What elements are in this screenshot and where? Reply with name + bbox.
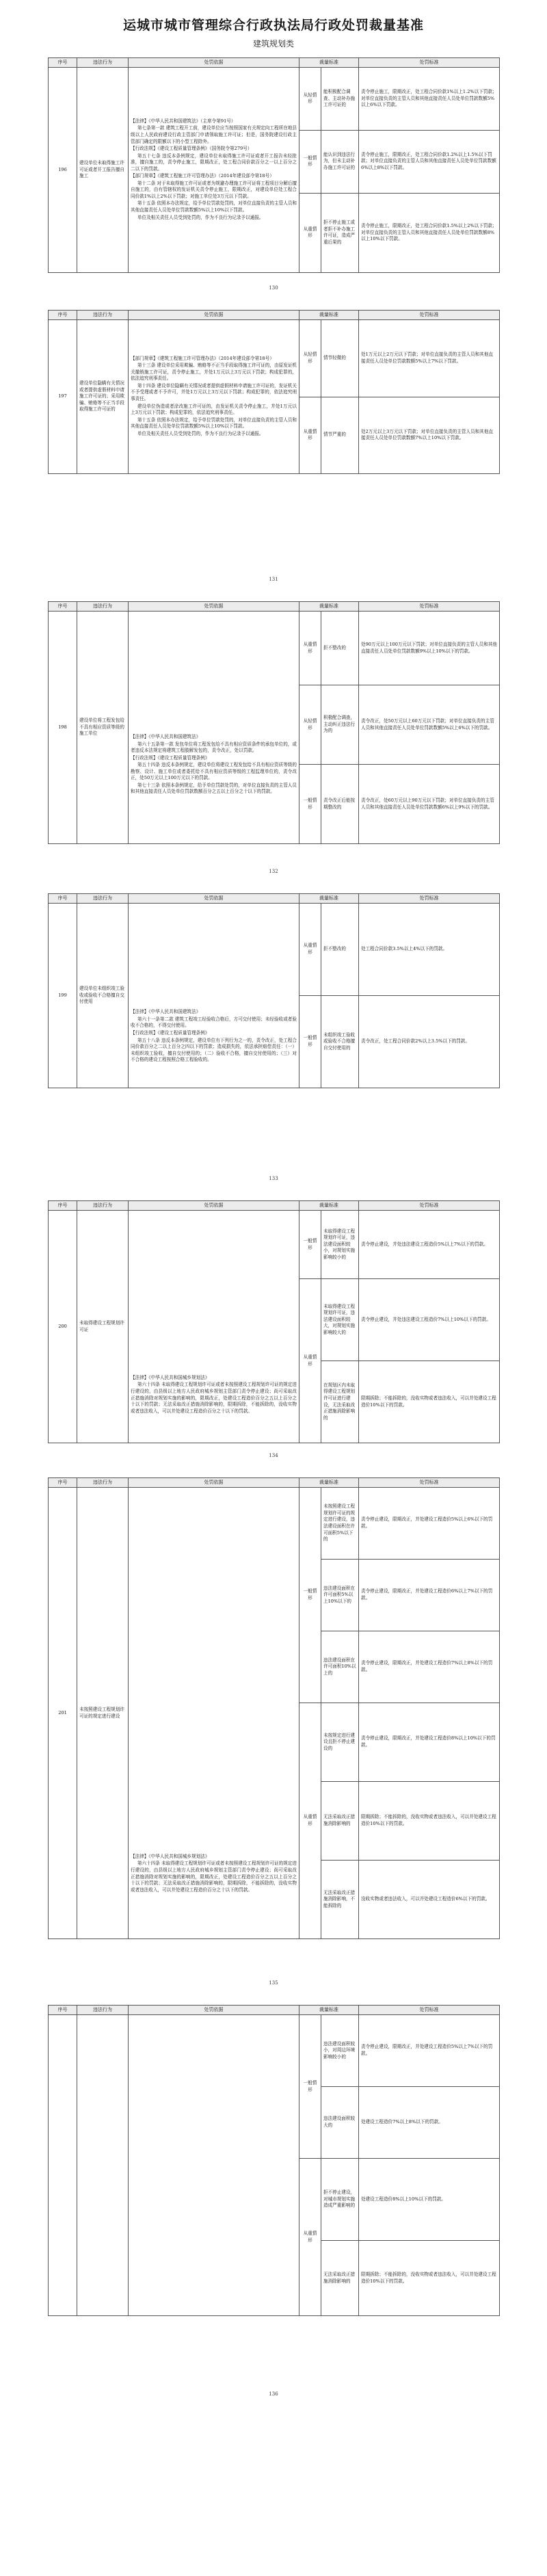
penalty-table-196 (48, 57, 500, 273)
table-row (49, 68, 500, 131)
level-cell: 从重情形 (299, 397, 321, 474)
penalty-cell: 责令改正，处60万元以上90万元以下罚款；对单位直接负责的主管人员和其他直接责任人员处单位罚款数额6%以上9%以下的罚款。 (359, 765, 500, 844)
col-header-penalty: 处罚标准 (359, 1478, 500, 1488)
col-header-basis: 处罚依据 (129, 1201, 299, 1211)
col-header-criteria: 裁量标准 (299, 2006, 359, 2015)
col-header-no: 序号 (49, 311, 77, 320)
criteria-cell: 拒不停止建设，对城市规划实施造成严重影响的 (321, 2159, 359, 2241)
basis-paragraph: 第七条第一款 建筑工程开工前，建设单位应当按照国家有关规定向工程所在地县级以上人民政府建设行政主管部门申请领取施工许可证；但是，国务院建设行政主管部门确定的限额以下的小型工程除外。 (131, 125, 297, 144)
penalty-table-198 (48, 601, 500, 844)
criteria-cell: 无法采取改正措施消除影响，不能拆除的 (321, 1861, 359, 1939)
page-number: 132 (269, 869, 278, 874)
penalty-table-200 (48, 1200, 500, 1443)
basis-paragraph: 第五十四条 违反本条例规定，建设单位将建设工程发包给不具有相应资质等级的勘察、设计、施工单位或者委托给不具有相应资质等级的工程监理单位的，责令改正，处50万元以上100万元以下的罚款。 (131, 762, 297, 781)
violation-cell: 建设单位未取得施工许可证或者开工报告擅自施工 (77, 68, 129, 273)
basis-paragraph: 第七十三条 依照本条例规定，给予单位罚款处罚的，对单位直接负责的主管人员和其他直接责任人员处单位罚款数额百分之五以上百分之十以下的罚款。 (131, 782, 297, 795)
criteria-cell: 能认识到违法行为，但未主动补办施工许可证的 (321, 130, 359, 193)
criteria-cell: 拒不停止施工或者拒不补办施工许可证，造成严重后果的 (321, 193, 359, 272)
basis-cell (129, 1488, 299, 1939)
item-number (49, 2015, 77, 2316)
penalty-cell: 责令停止建设，限期改正，并处建设工程造价5%以上6%以下的罚款。 (359, 1488, 500, 1560)
penalty-cell: 责令停止建设，限期改正，并处建设工程造价6%以上7%以下的罚款。 (359, 1560, 500, 1631)
basis-paragraph: 【法律】《中华人民共和国城乡规划法》 (131, 1853, 210, 1859)
penalty-cell: 责令停止施工，限期改正，处工程合同价款1.5%以上2%以下罚款；对单位直接负责的主管人员和其他直接责任人员处单位罚款数额8%以上10%以下罚款。 (359, 193, 500, 272)
basis-cell (129, 612, 299, 844)
violation-cell: 未按照建设工程规划许可证的规定进行建设 (77, 1488, 129, 1939)
basis-paragraph: 第六十一条第二款 建筑工程竣工经验收合格后，方可交付使用；未经验收或者验收不合格的，不得交付使用。 (131, 1016, 297, 1029)
col-header-criteria: 裁量标准 (299, 1478, 359, 1488)
col-header-criteria: 裁量标准 (299, 311, 359, 320)
col-header-penalty: 处罚标准 (359, 58, 500, 68)
col-header-no: 序号 (49, 58, 77, 68)
penalty-cell: 责令停止建设，限期改正，并处建设工程造价7%以上8%以下的罚款。 (359, 1631, 500, 1703)
page-number: 131 (269, 577, 278, 582)
penalty-table-199 (48, 893, 500, 1088)
criteria-cell: 能积极配合调查、主动补办施工许可证的 (321, 68, 359, 131)
penalty-cell: 责令改正，处50万元以上60万元以下罚款；对单位直接负责的主管人员和其他直接责任人员处单位罚款数额5%以上6%以下的罚款。 (359, 685, 500, 765)
col-header-violation: 违法行为 (77, 602, 129, 612)
penalty-cell: 处建设工程造价7%以上8%以下的罚款。 (359, 2087, 500, 2159)
basis-paragraph: 第六十四条 未取得建设工程规划许可证或者未按照建设工程规划许可证的规定进行建设的，由县级以上地方人民政府城乡规划主管部门责令停止建设；尚可采取改正措施消除对规划实施的影响的，限期改正，处建设工程造价百分之五以上百分之十以下的罚款；无法采取改正措施消除影响的，限期拆除，不能拆除的，没收实物或者违法收入，可以并处建设工程造价百分之十以下的罚款。 (131, 1861, 297, 1893)
criteria-cell: 责令改正后能按期整改的 (321, 765, 359, 844)
table-header-row (49, 58, 500, 68)
basis-paragraph: 第十四条 建设单位隐瞒有关情况或者提供虚假材料申请施工许可证的，发证机关不予受理或者不予许可，并处1万元以上3万元以下罚款；构成犯罪的，依法追究刑事责任。 (131, 382, 297, 402)
table-row (49, 2015, 500, 2087)
basis-cell (129, 2015, 299, 2316)
criteria-cell: 违法建设面积在许可面积10%以上的 (321, 1631, 359, 1703)
col-header-violation: 违法行为 (77, 1478, 129, 1488)
criteria-cell: 拒不整改的 (321, 904, 359, 996)
criteria-cell: 未按规定进行建设且拒不停止建设的 (321, 1703, 359, 1782)
col-header-no: 序号 (49, 1201, 77, 1211)
criteria-cell: 未取得建设工程规划许可证，违法建设面积较小，对规划实施影响较小的 (321, 1211, 359, 1279)
col-header-penalty: 处罚标准 (359, 894, 500, 904)
level-cell: 从轻情形 (299, 320, 321, 397)
basis-paragraph: 第十五条 依照本办法规定，给予单位罚款处罚的，对单位直接负责的主管人员和其他直接责任人员处单位罚款数额5%以上10%以下罚款。 (131, 200, 297, 213)
criteria-cell: 无法采取改正措施消除影响的 (321, 2241, 359, 2316)
page-number: 133 (269, 1176, 278, 1181)
penalty-cell: 限期拆除；不能拆除的，没收实物或者违法收入，可以并处建设工程造价10%以下的罚款。 (359, 1361, 500, 1443)
penalty-table-continued (48, 2005, 500, 2316)
basis-paragraph: 【法律】《中华人民共和国建筑法》（主席令第91号） (131, 118, 236, 124)
col-header-violation: 违法行为 (77, 58, 129, 68)
basis-paragraph: 【法律】《中华人民共和国城乡规划法》 (131, 1374, 210, 1380)
violation-cell: 未取得建设工程规划许可证 (77, 1211, 129, 1443)
basis-cell (129, 904, 299, 1088)
criteria-cell: 未组织竣工验收或验收不合格擅自交付使用的 (321, 996, 359, 1088)
criteria-cell: 情节严重的 (321, 397, 359, 474)
penalty-cell: 责令停止建设，限期改正，并处建设工程造价8%以上10%以下的罚款。 (359, 1703, 500, 1782)
criteria-cell: 无法采取改正措施消除影响的 (321, 1782, 359, 1861)
level-cell: 从重情形 (299, 904, 321, 996)
table-header-row (49, 1478, 500, 1488)
penalty-cell: 限期拆除；不能拆除的，没收实物或者违法收入，可以并处建设工程造价10%以下的罚款。 (359, 1782, 500, 1861)
basis-paragraph: 【行政法规】《建设工程质量管理条例》（国务院令第279号） (131, 146, 252, 152)
level-cell: 一般情形 (299, 1211, 321, 1279)
col-header-basis: 处罚依据 (129, 1478, 299, 1488)
col-header-criteria: 裁量标准 (299, 602, 359, 612)
penalty-cell: 处90万元以上100万元以下罚款；对单位直接负责的主管人员和其他直接责任人员处单位罚款数额9%以上10%以下的罚款。 (359, 612, 500, 685)
page-number: 136 (269, 2391, 278, 2397)
item-number: 201 (49, 1488, 77, 1939)
col-header-violation: 违法行为 (77, 311, 129, 320)
basis-paragraph: 建设单位伪造或者涂改施工许可证的，由发证机关责令停止施工，并处1万元以上3万元以下罚款；构成犯罪的，依法追究刑事责任。 (131, 403, 297, 416)
document-subtitle: 建筑规划类 (252, 39, 294, 49)
col-header-criteria: 裁量标准 (299, 1201, 359, 1211)
penalty-cell: 责令改正，处工程合同价款2%以上3.5%以下的罚款。 (359, 996, 500, 1088)
criteria-cell: 拒不整改的 (321, 612, 359, 685)
penalty-cell: 处建设工程造价8%以上10%以下的罚款。 (359, 2159, 500, 2241)
criteria-cell: 在规划区内未取得建设工程规划许可证进行建设，无法采取改正措施消除影响的 (321, 1361, 359, 1443)
col-header-violation: 违法行为 (77, 2006, 129, 2015)
penalty-cell: 限期拆除；不能拆除的，没收实物或者违法收入，可以并处建设工程造价10%以下的罚款。 (359, 2241, 500, 2316)
page-number: 135 (269, 1980, 278, 1986)
violation-cell: 建设单位未组织竣工验收或验收不合格擅自交付使用 (77, 904, 129, 1088)
penalty-cell: 责令停止建设，并处违法建设工程造价7%以上10%以下的罚款。 (359, 1279, 500, 1361)
criteria-cell: 积极配合调查，主动纠正违法行为的 (321, 685, 359, 765)
basis-cell (129, 68, 299, 273)
item-number: 199 (49, 904, 77, 1088)
table-row (49, 1211, 500, 1279)
col-header-violation: 违法行为 (77, 1201, 129, 1211)
basis-cell (129, 320, 299, 474)
level-cell: 一般情形 (299, 1488, 321, 1703)
criteria-cell: 违法建设面积在许可面积5%以上10%以下的 (321, 1560, 359, 1631)
col-header-no: 序号 (49, 2006, 77, 2015)
level-cell: 从重情形 (299, 612, 321, 685)
col-header-violation: 违法行为 (77, 894, 129, 904)
level-cell: 从重情形 (299, 1279, 321, 1443)
criteria-cell: 情节轻微的 (321, 320, 359, 397)
basis-paragraph: 第六十五条第一款 发包单位将工程发包给不具有相应资质条件的承包单位的，或者违反本法规定将建筑工程肢解发包的，责令改正，处以罚款。 (131, 741, 297, 754)
level-cell: 从重情形 (299, 1703, 321, 1939)
page-number: 134 (269, 1453, 278, 1458)
level-cell: 从轻情形 (299, 68, 321, 131)
basis-paragraph: 第六十四条 未取得建设工程规划许可证或者未按照建设工程规划许可证的规定进行建设的，由县级以上地方人民政府城乡规划主管部门责令停止建设；尚可采取改正措施消除对规划实施的影响的，限期改正，处建设工程造价百分之五以上百分之十以下的罚款；无法采取改正措施消除影响的，限期拆除，不能拆除的，没收实物或者违法收入，可以并处建设工程造价百分之十以下的罚款。 (131, 1382, 297, 1414)
col-header-no: 序号 (49, 602, 77, 612)
penalty-cell: 责令停止建设，限期改正，并处建设工程造价5%以上7%以下的罚款。 (359, 2015, 500, 2087)
basis-paragraph: 【部门规章】《建筑工程施工许可管理办法》（2014年建设部令第18号） (131, 355, 274, 361)
penalty-table-201 (48, 1477, 500, 1939)
item-number: 196 (49, 68, 77, 273)
item-number: 197 (49, 320, 77, 474)
basis-paragraph: 第五十七条 违反本条例规定，建设单位未取得施工许可证或者开工报告未经批准，擅自施工的，责令停止施工，限期改正，处工程合同价款百分之一以上百分之二以下的罚款。 (131, 153, 297, 172)
item-number: 198 (49, 612, 77, 844)
basis-paragraph: 第十五条 依照本办法规定，给予单位罚款处罚的，对单位直接负责的主管人员和其他直接责任人员处单位罚款数额5%以上10%以下罚款。 (131, 417, 297, 430)
level-cell: 从轻情形 (299, 685, 321, 765)
level-cell: 从重情形 (299, 2159, 321, 2316)
table-row (49, 320, 500, 397)
criteria-cell: 违法建设面积较小，对周边环境影响较小的 (321, 2015, 359, 2087)
penalty-cell: 处2万元以上3万元以下罚款；对单位直接负责的主管人员和其他直接责任人员处单位罚款数额7%以上10%以下罚款。 (359, 397, 500, 474)
basis-paragraph: 第五十八条 违反本条例规定，建设单位有下列行为之一的，责令改正，处工程合同价款百分之二以上百分之四以下的罚款；造成损失的，依法承担赔偿责任：（一）未组织竣工验收，擅自交付使用的；（二）验收不合格，擅自交付使用的；（三）对不合格的建设工程按照合格工程验收的。 (131, 1037, 297, 1063)
col-header-no: 序号 (49, 894, 77, 904)
level-cell: 一般情形 (299, 2015, 321, 2159)
table-header-row (49, 602, 500, 612)
penalty-cell: 处工程合同价款3.5%以上4%以下的罚款。 (359, 904, 500, 996)
penalty-cell: 没收实物或者违法收入，可以并处建设工程造价6%以下的罚款。 (359, 1861, 500, 1939)
basis-paragraph: 【法律】《中华人民共和国建筑法》 (131, 734, 201, 740)
document-title: 运城市城市管理综合行政执法局行政处罚裁量基准 (122, 18, 424, 33)
col-header-criteria: 裁量标准 (299, 58, 359, 68)
col-header-basis: 处罚依据 (129, 602, 299, 612)
basis-paragraph: 单位及相关责任人员受到处罚的，作为不良行为记录予以通报。 (137, 214, 264, 220)
penalty-cell: 责令停止建设，并处违法建设工程造价5%以上7%以下的罚款。 (359, 1211, 500, 1279)
col-header-basis: 处罚依据 (129, 894, 299, 904)
basis-paragraph: 第十三条 建设单位采用欺骗、贿赂等不正当手段取得施工许可证的，由原发证机关撤销施工许可证，责令停止施工，并处1万元以上3万元以下罚款；构成犯罪的，依法追究刑事责任。 (131, 363, 297, 382)
penalty-table-197 (48, 310, 500, 474)
col-header-basis: 处罚依据 (129, 58, 299, 68)
level-cell: 从重情形 (299, 193, 321, 272)
basis-cell (129, 1211, 299, 1443)
penalty-cell: 处1万元以上2万元以下罚款；对单位直接负责的主管人员和其他直接责任人员处单位罚款数额5%以上7%以下罚款。 (359, 320, 500, 397)
basis-paragraph: 单位及相关责任人员受到处罚的，作为不良行为记录予以通报。 (137, 430, 264, 436)
basis-paragraph: 【行政法规】《建设工程质量管理条例》 (131, 754, 210, 761)
level-cell: 一般情形 (299, 765, 321, 844)
col-header-criteria: 裁量标准 (299, 894, 359, 904)
penalty-cell: 责令停止施工，限期改正，处工程合同价款1%以上1.2%以下罚款；对单位直接负责的主管人员和其他直接责任人员处单位罚款数额5%以上6%以下罚款。 (359, 68, 500, 131)
violation-cell: 建设单位将工程发包给不具有相应资质等级的施工单位 (77, 612, 129, 844)
violation-cell: 建设单位隐瞒有关情况或者提供虚假材料申请施工许可证的；采用欺骗、贿赂等不正当手段取得施工许可证的 (77, 320, 129, 474)
col-header-penalty: 处罚标准 (359, 1201, 500, 1211)
table-header-row (49, 2006, 500, 2015)
col-header-basis: 处罚依据 (129, 2006, 299, 2015)
table-row (49, 612, 500, 685)
basis-paragraph: 第十二条 对于未取得施工许可证或者为规避办理施工许可证将工程项目分解后擅自施工的，由有管辖权的发证机关责令停止施工，限期改正，对建设单位处工程合同价款1%以上2%以下罚款；对施工单位处3万元以下罚款。 (131, 180, 297, 199)
col-header-basis: 处罚依据 (129, 311, 299, 320)
page-number: 130 (269, 285, 278, 291)
violation-cell (77, 2015, 129, 2316)
criteria-cell: 未取得建设工程规划许可证，违法建设面积较大，对规划实施影响较大的 (321, 1279, 359, 1361)
basis-paragraph: 【法律】《中华人民共和国建筑法》 (131, 1009, 201, 1015)
col-header-no: 序号 (49, 1478, 77, 1488)
level-cell: 一般情形 (299, 130, 321, 193)
table-header-row (49, 894, 500, 904)
basis-paragraph: 【部门规章】《建筑工程施工许可管理办法》（2014年建设部令第18号） (131, 173, 274, 179)
col-header-penalty: 处罚标准 (359, 2006, 500, 2015)
penalty-cell: 责令停止施工，限期改正，处工程合同价款1.2%以上1.5%以下罚款；对单位直接负责的主管人员和其他直接责任人员处单位罚款数额6%以上8%以下罚款。 (359, 130, 500, 193)
basis-paragraph: 【行政法规】《建设工程质量管理条例》 (131, 1029, 210, 1036)
item-number: 200 (49, 1211, 77, 1443)
criteria-cell: 未按照建设工程规划许可证的规定进行建设，违法建设面积在许可面积5%以下的 (321, 1488, 359, 1560)
table-row (49, 904, 500, 996)
criteria-cell: 违法建设面积较大的 (321, 2087, 359, 2159)
table-row (49, 1488, 500, 1560)
level-cell: 一般情形 (299, 996, 321, 1088)
table-header-row (49, 311, 500, 320)
table-header-row (49, 1201, 500, 1211)
col-header-penalty: 处罚标准 (359, 311, 500, 320)
col-header-penalty: 处罚标准 (359, 602, 500, 612)
